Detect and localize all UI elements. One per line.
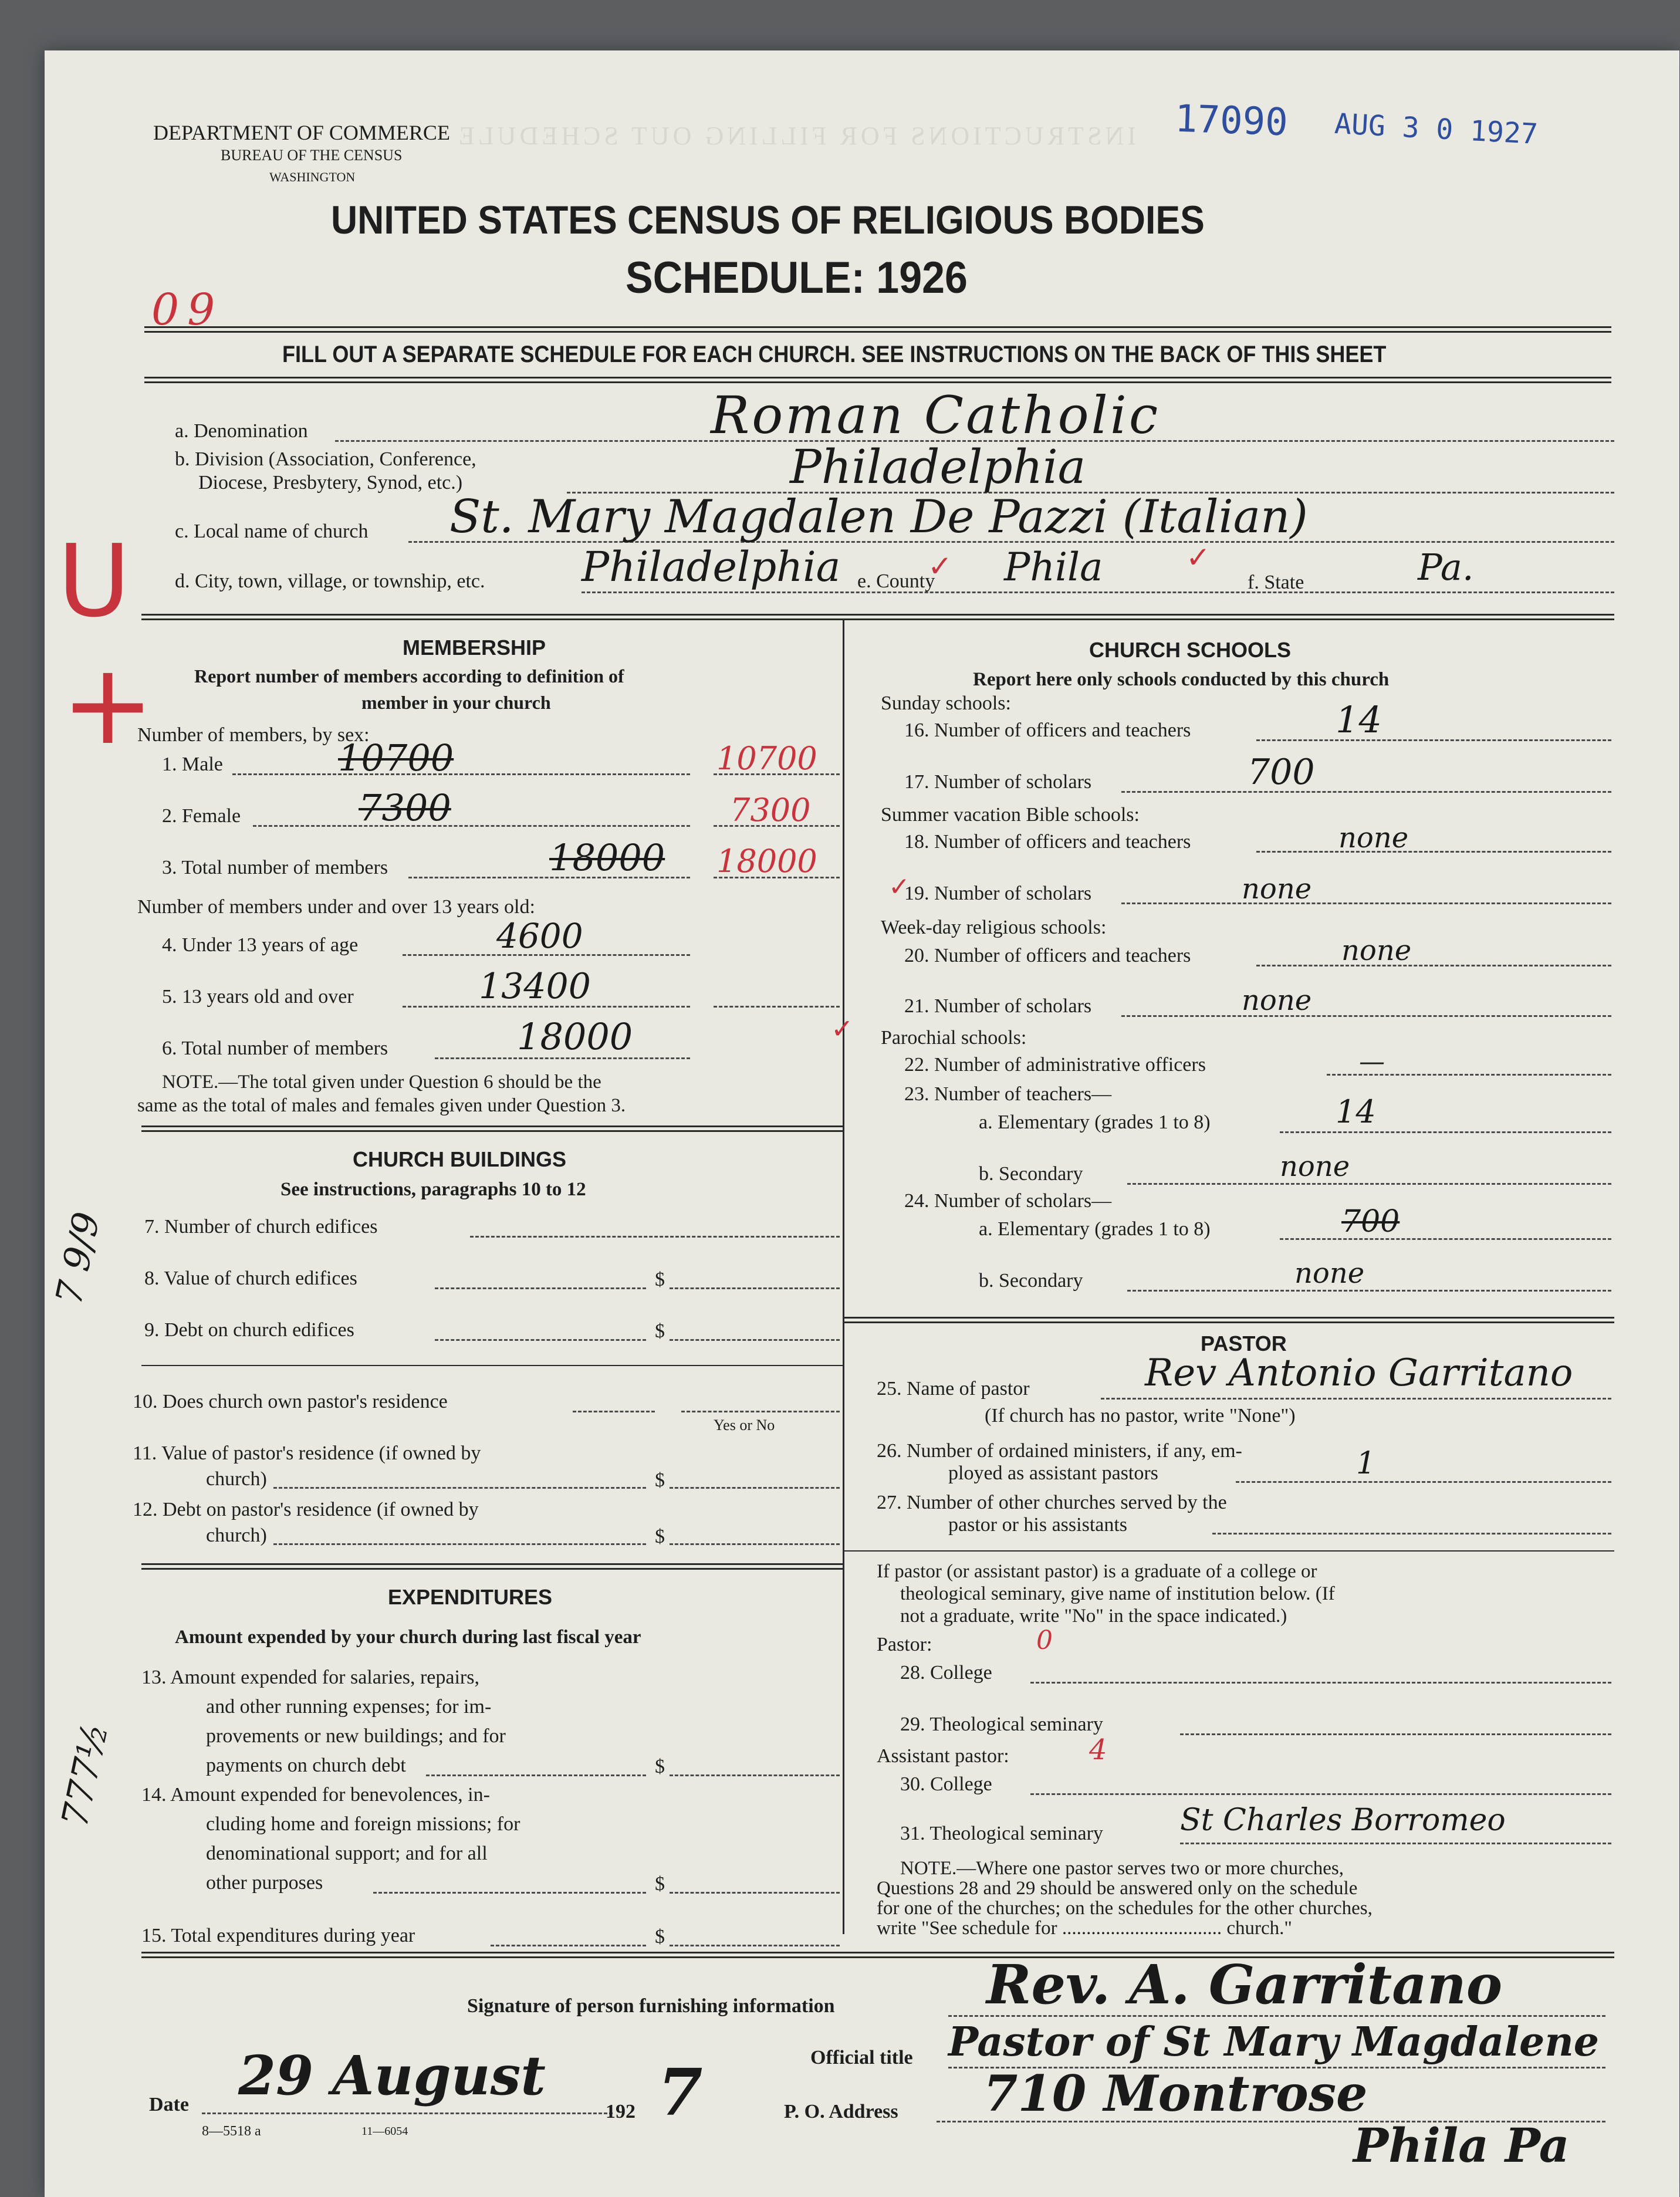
- q14-dollar: $: [655, 1873, 665, 1895]
- pastor-label: Pastor:: [877, 1634, 932, 1655]
- year-prefix: 192: [606, 2101, 636, 2122]
- q2-female-label: 2. Female: [162, 805, 241, 827]
- q1-male-corrected: 10700: [716, 740, 817, 777]
- assistant-pastor-label: Assistant pastor:: [877, 1745, 1009, 1767]
- membership-heading: MEMBERSHIP: [403, 636, 546, 660]
- q23-label: 23. Number of teachers—: [904, 1083, 1112, 1105]
- q10-label: 10. Does church own pastor's residence: [133, 1391, 448, 1412]
- fill-instruction: FILL OUT A SEPARATE SCHEDULE FOR EACH CHURCH. SEE INSTRUCTIONS ON THE BACK OF THIS SHEET: [282, 342, 1387, 367]
- schools-rule: [843, 1317, 1614, 1319]
- buildings-rule: [141, 1365, 843, 1366]
- date-value: 29 August: [238, 2044, 546, 2107]
- q16-label: 16. Number of officers and teachers: [904, 719, 1191, 741]
- header-rule-bottom-2: [144, 381, 1611, 383]
- red-check-mark: ✓: [888, 872, 910, 902]
- q12-label-2: church): [206, 1525, 267, 1546]
- q12-line: [273, 1543, 646, 1545]
- q9-label: 9. Debt on church edifices: [144, 1319, 354, 1341]
- buildings-bottom-rule-2: [141, 1568, 843, 1570]
- year-value: 7: [658, 2054, 703, 2130]
- state-value: Pa.: [1418, 546, 1474, 589]
- header-rule-top-2: [144, 331, 1611, 333]
- q1-male-label: 1. Male: [162, 753, 223, 775]
- pastor-heading: PASTOR: [1201, 1331, 1287, 1356]
- official-title-value: Pastor of St Mary Magdalene: [948, 2019, 1600, 2066]
- q25-value: Rev Antonio Garritano: [1145, 1351, 1573, 1395]
- q8-line: [435, 1287, 646, 1289]
- q21-label: 21. Number of scholars: [904, 995, 1092, 1017]
- q18-label: 18. Number of officers and teachers: [904, 831, 1191, 853]
- buildings-sub: See instructions, paragraphs 10 to 12: [280, 1179, 586, 1200]
- q11-label-2: church): [206, 1468, 267, 1490]
- county-label: e. County: [857, 570, 935, 592]
- q16-line: [1256, 739, 1611, 741]
- q19-line: [1121, 903, 1611, 904]
- q17-value: 700: [1248, 752, 1315, 793]
- membership-rule: [141, 1125, 843, 1127]
- q26-label-2: ployed as assistant pastors: [948, 1462, 1158, 1484]
- q11-line: [273, 1487, 646, 1489]
- q2-female-corrected: 7300: [730, 792, 811, 829]
- header-rule-bottom: [144, 377, 1611, 378]
- city-line: [582, 592, 1614, 593]
- q9-line: [435, 1339, 646, 1341]
- q21-line: [1121, 1015, 1611, 1017]
- q19-value: none: [1242, 873, 1312, 905]
- q10-line: [573, 1411, 655, 1412]
- section-rule-2: [141, 618, 1614, 620]
- q1-male-value: 10700: [338, 736, 454, 779]
- signature-label: Signature of person furnishing information: [467, 1995, 835, 2017]
- bleed-through-text: INSTRUCTIONS FOR FILLING OUT SCHEDULE: [455, 121, 1136, 150]
- po-address-value: 710 Montrose: [983, 2064, 1368, 2122]
- q15-value-line: [670, 1945, 840, 1946]
- q23a-label: a. Elementary (grades 1 to 8): [979, 1111, 1211, 1133]
- q23a-line: [1280, 1131, 1611, 1133]
- q13-label-4: payments on church debt: [206, 1755, 406, 1776]
- q26-label-1: 26. Number of ordained ministers, if any, em-: [877, 1440, 1242, 1462]
- form-subtitle: SCHEDULE: 1926: [626, 253, 968, 303]
- q8-value-line: [670, 1287, 840, 1289]
- red-code-mark: 09: [151, 285, 224, 335]
- q30-label: 30. College: [900, 1773, 992, 1795]
- signature-value: Rev. A. Garritano: [986, 1953, 1503, 2016]
- q13-line: [426, 1774, 646, 1776]
- q21-value: none: [1242, 984, 1312, 1017]
- department-name: DEPARTMENT OF COMMERCE: [153, 121, 450, 144]
- q13-dollar: $: [655, 1756, 665, 1777]
- q12-value-line: [670, 1543, 840, 1545]
- q17-line: [1121, 791, 1611, 793]
- q26-value: 1: [1356, 1446, 1376, 1481]
- q24b-line: [1127, 1290, 1611, 1292]
- q5-right-line: [714, 1006, 840, 1008]
- q24b-value: none: [1294, 1257, 1365, 1290]
- red-check-mark: ✓: [831, 1013, 854, 1045]
- q7-label: 7. Number of church edifices: [144, 1216, 378, 1238]
- q20-value: none: [1341, 934, 1412, 967]
- q31-value: St Charles Borromeo: [1180, 1803, 1506, 1838]
- red-check-mark: ✓: [928, 549, 952, 583]
- q6-total-label: 6. Total number of members: [162, 1037, 388, 1059]
- membership-note-1: NOTE.—The total given under Question 6 should be the: [162, 1072, 601, 1093]
- q18-value: none: [1338, 822, 1409, 854]
- graduate-note-1: If pastor (or assistant pastor) is a graduate of a college or: [877, 1561, 1317, 1582]
- q22-value: —: [1359, 1047, 1385, 1077]
- q24a-value: 700: [1341, 1204, 1400, 1239]
- q25-label: 25. Name of pastor: [877, 1378, 1030, 1400]
- pastor-note-1: NOTE.—Where one pastor serves two or more churches,: [900, 1858, 1344, 1879]
- q15-dollar: $: [655, 1926, 665, 1948]
- date-label: Date: [149, 2094, 189, 2115]
- city-value: Philadelphia: [582, 543, 841, 591]
- q3-total-value: 18000: [549, 836, 665, 879]
- q24a-label: a. Elementary (grades 1 to 8): [979, 1218, 1211, 1240]
- q4-under13-value: 4600: [496, 916, 583, 956]
- received-stamp-date: AUG 3 0 1927: [1333, 107, 1539, 151]
- q19-label: 19. Number of scholars: [904, 883, 1092, 904]
- q24-label: 24. Number of scholars—: [904, 1190, 1112, 1212]
- q8-label: 8. Value of church edifices: [144, 1268, 357, 1289]
- q25-note: (If church has no pastor, write "None"): [985, 1405, 1296, 1427]
- q24b-label: b. Secondary: [979, 1270, 1083, 1292]
- q6-total-value: 18000: [517, 1015, 633, 1058]
- q10-answer-line: [681, 1411, 840, 1412]
- q7-line: [470, 1236, 684, 1238]
- q9-value-line: [670, 1339, 840, 1341]
- q14-label-3: denominational support; and for all: [206, 1843, 488, 1864]
- membership-note-2: same as the total of males and females given under Question 3.: [137, 1095, 626, 1116]
- received-stamp-number: 17090: [1174, 97, 1289, 145]
- po-address-label: P. O. Address: [784, 2101, 898, 2122]
- division-label-2: Diocese, Presbytery, Synod, etc.): [198, 472, 463, 494]
- church-name-label: c. Local name of church: [175, 520, 369, 542]
- summer-schools-label: Summer vacation Bible schools:: [881, 804, 1140, 826]
- division-label-1: b. Division (Association, Conference,: [175, 448, 476, 470]
- red-plus-mark: +: [61, 640, 155, 769]
- q30-line: [1030, 1793, 1611, 1795]
- members-by-sex-label: Number of members, by sex:: [137, 724, 370, 746]
- red-check-mark: ✓: [1186, 540, 1211, 574]
- church-name-value: St. Mary Magdalen De Pazzi (Italian): [449, 491, 1308, 543]
- q29-label: 29. Theological seminary: [900, 1713, 1103, 1735]
- q12-label-1: 12. Debt on pastor's residence (if owned by: [133, 1499, 479, 1520]
- section-rule: [141, 614, 1614, 616]
- q28-label: 28. College: [900, 1662, 992, 1684]
- q22-label: 22. Number of administrative officers: [904, 1054, 1206, 1076]
- q8-dollar: $: [655, 1269, 665, 1290]
- denomination-value: Roman Catholic: [711, 385, 1161, 445]
- q27-line: [1212, 1533, 1611, 1534]
- city-label: d. City, town, village, or township, etc.: [175, 570, 485, 592]
- q27-label-2: pastor or his assistants: [948, 1514, 1128, 1536]
- schools-heading: CHURCH SCHOOLS: [1089, 638, 1292, 662]
- form-number: 8—5518 a: [202, 2124, 261, 2139]
- q28-line: [1030, 1682, 1611, 1684]
- q23a-value: 14: [1336, 1093, 1376, 1130]
- margin-note-a: 7 9/9: [47, 1208, 109, 1309]
- division-value: Philadelphia: [790, 440, 1086, 494]
- q23b-line: [1127, 1183, 1611, 1185]
- q27-label-1: 27. Number of other churches served by the: [877, 1492, 1227, 1513]
- q13-label-3: provements or new buildings; and for: [206, 1725, 506, 1747]
- q12-dollar: $: [655, 1526, 665, 1547]
- q14-label-1: 14. Amount expended for benevolences, in-: [141, 1784, 490, 1806]
- q13-label-2: and other running expenses; for im-: [206, 1696, 492, 1718]
- q18-line: [1256, 851, 1611, 853]
- census-schedule-form: [45, 50, 1679, 2197]
- schools-rule-2: [843, 1321, 1614, 1323]
- official-title-label: Official title: [810, 2047, 913, 2068]
- q13-label-1: 13. Amount expended for salaries, repairs,: [141, 1667, 479, 1688]
- q5-over13-label: 5. 13 years old and over: [162, 986, 354, 1008]
- denomination-label: a. Denomination: [175, 420, 308, 442]
- q24a-line: [1280, 1238, 1611, 1240]
- expenditures-sub: Amount expended by your church during last fiscal year: [175, 1627, 641, 1648]
- expenditures-heading: EXPENDITURES: [388, 1585, 553, 1609]
- q31-label: 31. Theological seminary: [900, 1823, 1103, 1844]
- q2-female-value: 7300: [359, 786, 451, 829]
- yes-no-hint: Yes or No: [714, 1417, 775, 1434]
- q14-label-4: other purposes: [206, 1872, 323, 1894]
- q3-total-corrected: 18000: [716, 843, 817, 880]
- q11-dollar: $: [655, 1469, 665, 1491]
- q20-line: [1256, 965, 1611, 966]
- bureau-name: BUREAU OF THE CENSUS: [221, 147, 403, 164]
- city-name: WASHINGTON: [269, 170, 356, 184]
- q31-line: [1180, 1843, 1611, 1844]
- q15-line: [491, 1945, 646, 1946]
- q14-label-2: cluding home and foreign missions; for: [206, 1813, 520, 1835]
- weekday-schools-label: Week-day religious schools:: [881, 917, 1107, 938]
- q7-right-line: [681, 1236, 840, 1238]
- q11-value-line: [670, 1487, 840, 1489]
- sunday-schools-label: Sunday schools:: [881, 692, 1011, 714]
- po-address-city: Phila Pa: [1353, 2118, 1570, 2173]
- header-rule-top: [144, 326, 1611, 328]
- red-u-mark: U: [58, 523, 131, 640]
- q13-value-line: [670, 1774, 840, 1776]
- assistant-red-mark: 4: [1089, 1733, 1107, 1766]
- buildings-heading: CHURCH BUILDINGS: [353, 1147, 566, 1171]
- print-number: 11—6054: [361, 2125, 408, 2138]
- members-by-age-label: Number of members under and over 13 years old:: [137, 896, 535, 918]
- pastor-note-2: Questions 28 and 29 should be answered only on the schedule: [877, 1878, 1358, 1899]
- q23b-value: none: [1280, 1150, 1350, 1183]
- state-label: f. State: [1248, 572, 1304, 593]
- membership-sub-1: Report number of members according to definition of: [194, 665, 624, 687]
- q9-dollar: $: [655, 1320, 665, 1342]
- pastor-rule: [843, 1550, 1614, 1552]
- form-title: UNITED STATES CENSUS OF RELIGIOUS BODIES: [331, 198, 1205, 242]
- pastor-note-3: for one of the churches; on the schedules for the other churches,: [877, 1898, 1373, 1919]
- q2-line: [253, 825, 690, 827]
- q1-line: [232, 773, 690, 775]
- pastor-red-mark: 0: [1036, 1625, 1053, 1655]
- q15-label: 15. Total expenditures during year: [141, 1925, 415, 1946]
- buildings-bottom-rule: [141, 1563, 843, 1565]
- graduate-note-2: theological seminary, give name of institution below. (If: [900, 1583, 1335, 1604]
- q11-label-1: 11. Value of pastor's residence (if owned by: [133, 1442, 481, 1464]
- q20-label: 20. Number of officers and teachers: [904, 945, 1191, 966]
- date-line: [202, 2112, 613, 2114]
- membership-sub-2: member in your church: [361, 692, 551, 713]
- q4-under13-label: 4. Under 13 years of age: [162, 934, 359, 956]
- q26-line: [1236, 1481, 1611, 1483]
- pastor-note-4: write "See schedule for ................................. church.": [877, 1918, 1292, 1939]
- parochial-schools-label: Parochial schools:: [881, 1027, 1027, 1049]
- q14-line: [373, 1892, 646, 1894]
- county-value: Phila: [1004, 545, 1103, 590]
- column-divider: [843, 620, 844, 1934]
- q3-total-label: 3. Total number of members: [162, 857, 388, 878]
- q16-value: 14: [1336, 698, 1382, 741]
- q25-line: [1101, 1398, 1611, 1400]
- q23b-label: b. Secondary: [979, 1163, 1083, 1185]
- schools-sub: Report here only schools conducted by this church: [973, 669, 1390, 690]
- q29-line: [1180, 1733, 1611, 1735]
- q14-value-line: [670, 1892, 840, 1894]
- q17-label: 17. Number of scholars: [904, 771, 1092, 793]
- q5-over13-value: 13400: [479, 966, 591, 1007]
- membership-rule-2: [141, 1130, 843, 1132]
- margin-note-b: 777½: [53, 1719, 117, 1831]
- graduate-note-3: not a graduate, write "No" in the space indicated.): [900, 1606, 1287, 1627]
